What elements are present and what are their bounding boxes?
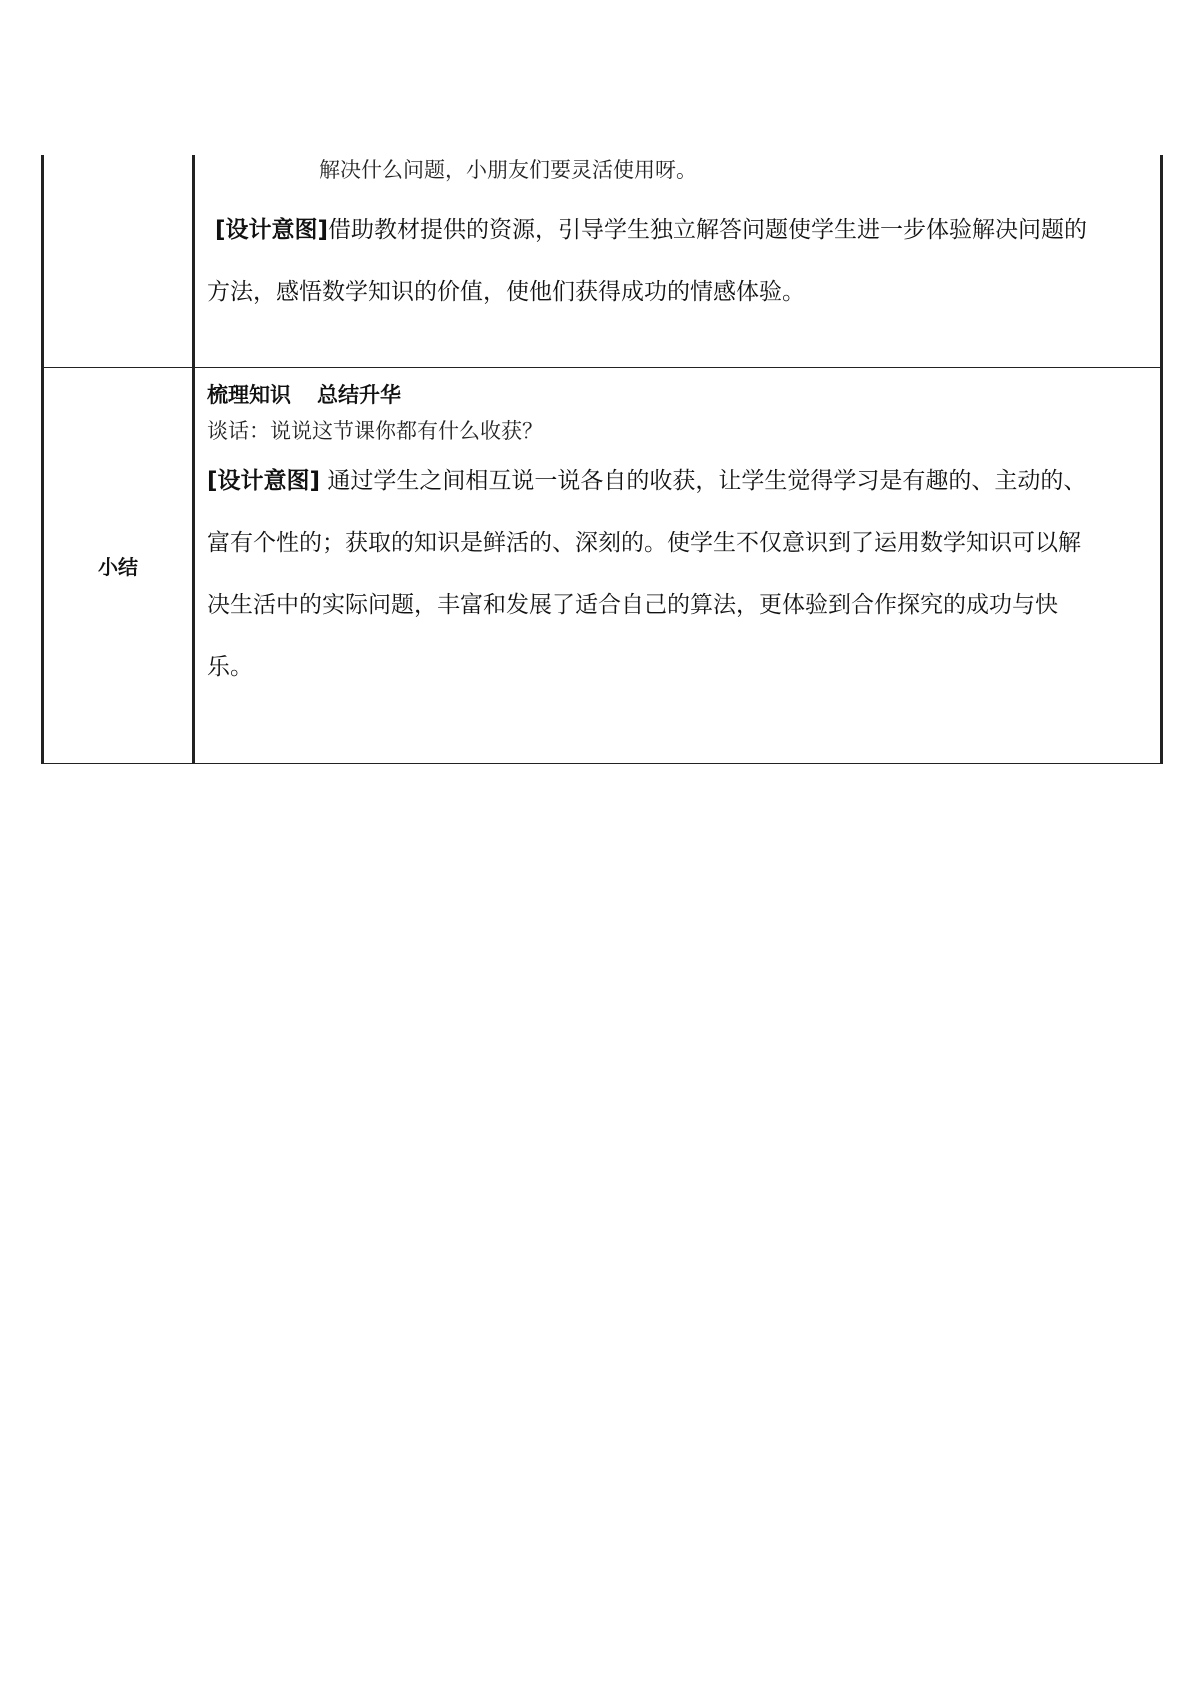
- content-cell: [194, 368, 1162, 764]
- design-intent-text: 通过学生之间相互说一说各自的收获，让学生觉得学习是有趣的、主动的、: [320, 468, 1087, 494]
- design-intent-line: [207, 450, 1150, 512]
- table-row: [43, 155, 1162, 368]
- heading-part-1: 梳理知识: [207, 383, 291, 407]
- design-intent-line: 方法，感悟数学知识的价值，使他们获得成功的情感体验。: [207, 279, 805, 305]
- content-cell: [194, 155, 1162, 368]
- design-intent-block: [207, 199, 1150, 323]
- design-intent-tag: [设计意图]: [215, 217, 329, 243]
- lesson-plan-table: [41, 155, 1163, 764]
- design-intent-tag: [设计意图]: [207, 468, 321, 494]
- continuation-text: 解决什么问题，小朋友们要灵活使用呀。: [319, 158, 697, 182]
- section-heading: [207, 380, 1150, 410]
- stage-cell-empty: [43, 155, 194, 368]
- heading-part-2: 总结升华: [317, 383, 401, 407]
- table-row: [43, 368, 1162, 764]
- design-intent-line: 决生活中的实际问题，丰富和发展了适合自己的算法，更体验到合作探究的成功与快: [207, 592, 1058, 618]
- stage-label: 小结: [98, 555, 138, 579]
- design-intent-line: [215, 199, 1150, 261]
- talk-line: 谈话：说说这节课你都有什么收获？: [207, 419, 543, 443]
- design-intent-text: 借助教材提供的资源，引导学生独立解答问题使学生进一步体验解决问题的: [328, 217, 1088, 243]
- design-intent-line: 乐。: [207, 654, 253, 680]
- stage-cell: [43, 368, 194, 764]
- design-intent-block: [207, 450, 1150, 698]
- design-intent-line: 富有个性的；获取的知识是鲜活的、深刻的。使学生不仅意识到了运用数学知识可以解: [207, 530, 1081, 556]
